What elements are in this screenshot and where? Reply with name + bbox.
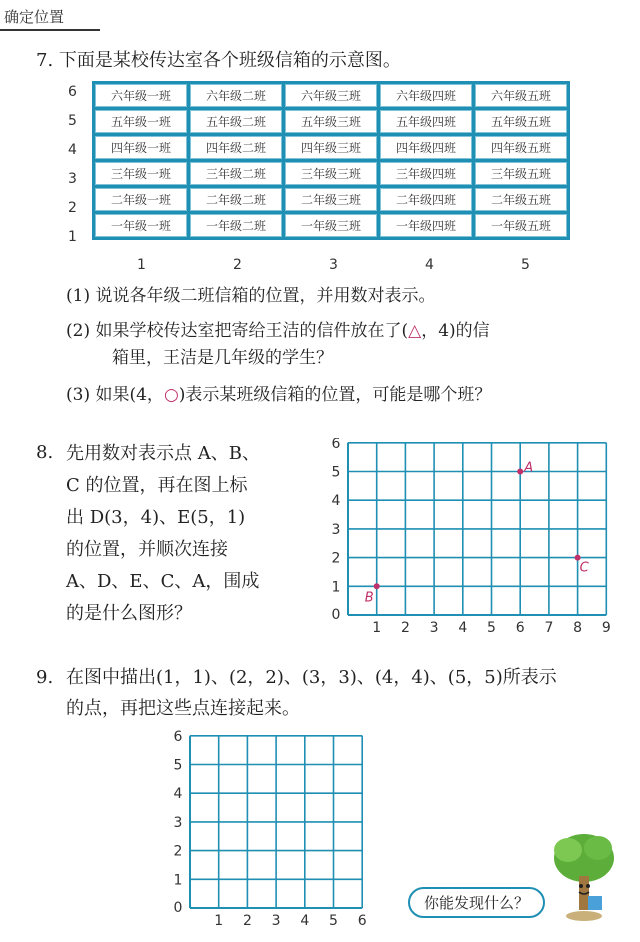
mailbox-row (95, 110, 567, 133)
mailbox-cell: 一年级四班 (380, 214, 472, 237)
y-tick-label: 2 (331, 550, 341, 567)
x-tick-label: 4 (300, 913, 310, 929)
x-tick-label: 0 (331, 607, 341, 623)
q9-line1: 在图中描出(1，1)、(2，2)、(3，3)、(4，4)、(5，5)所表示 (66, 667, 557, 688)
mailbox-cell: 六年级一班 (95, 84, 187, 107)
point-label: C (579, 560, 589, 576)
y-tick-label: 3 (331, 521, 341, 538)
mailbox-cell: 六年级四班 (380, 84, 472, 107)
row-label: 4 (68, 142, 77, 158)
y-tick-label: 6 (331, 438, 341, 452)
mailbox-cell: 二年级五班 (475, 188, 567, 211)
mailbox-cell: 一年级五班 (475, 214, 567, 237)
y-tick-label: 6 (173, 728, 183, 745)
x-tick-label: 8 (573, 620, 583, 636)
mailbox-cell: 二年级二班 (190, 188, 282, 211)
mailbox-row (95, 84, 567, 107)
mailbox-cell: 四年级二班 (190, 136, 282, 159)
x-tick-label: 5 (329, 913, 338, 929)
q7-sub2-text-a: (2) 如果学校传达室把寄给王洁的信件放在了( (66, 321, 409, 341)
q7-sub3-text-a: (3) 如果(4， (66, 385, 164, 405)
mailbox-cell: 五年级五班 (475, 110, 567, 133)
mailbox-cell: 四年级三班 (285, 136, 377, 159)
q7-prompt (36, 46, 401, 76)
row-label: 1 (68, 229, 77, 245)
x-tick-label: 1 (372, 620, 382, 636)
column-label: 5 (521, 257, 530, 273)
q8-text-line: 先用数对表示点 A、B、 (66, 443, 260, 464)
mailbox-cell: 三年级一班 (95, 162, 187, 185)
x-tick-label: 9 (601, 620, 611, 636)
q9-line2: 的点，再把这些点连接起来。 (66, 698, 300, 719)
q7-sub3 (66, 380, 491, 410)
q8-text-line: 的位置，并顺次连接 (66, 539, 228, 560)
x-tick-label: 4 (458, 620, 468, 636)
row-label: 6 (68, 84, 77, 100)
q8-coordinate-grid (320, 438, 620, 638)
y-tick-label: 1 (173, 872, 183, 889)
q7-text: 下面是某校传达室各个班级信箱的示意图。 (58, 50, 401, 71)
q8-text-line: A、D、E、C、A，围成 (66, 571, 260, 592)
x-tick-label: 3 (429, 620, 439, 636)
mailbox-cell: 二年级三班 (285, 188, 377, 211)
tree-mascot-icon (548, 828, 620, 928)
point-label: A (524, 460, 534, 476)
mailbox-cell: 六年级五班 (475, 84, 567, 107)
x-tick-label: 2 (400, 620, 410, 636)
mailbox-row (95, 214, 567, 237)
circle-symbol: ○ (163, 385, 179, 405)
row-label: 2 (68, 200, 77, 216)
x-tick-label: 1 (214, 913, 224, 929)
triangle-symbol: △ (408, 321, 422, 341)
point-a (517, 469, 523, 475)
q8-text-line: C 的位置，再在图上标 (66, 475, 248, 496)
mailbox-grid (92, 81, 570, 240)
mailbox-cell: 一年级一班 (95, 214, 187, 237)
mailbox-cell: 四年级五班 (475, 136, 567, 159)
mailbox-row (95, 162, 567, 185)
mailbox-cell: 五年级一班 (95, 110, 187, 133)
q8-text (66, 438, 260, 630)
y-tick-label: 4 (173, 786, 183, 803)
q7-sub2-line2: 箱里，王洁是几年级的学生？ (112, 348, 333, 368)
point-label: B (364, 590, 374, 606)
q9-coordinate-grid (168, 725, 378, 930)
q7-sub2-text-b: ，4)的信 (421, 321, 490, 341)
mailbox-cell: 一年级三班 (285, 214, 377, 237)
column-label: 3 (329, 257, 338, 273)
mailbox-cell: 五年级四班 (380, 110, 472, 133)
speech-bubble: 你能发现什么？ (408, 887, 545, 918)
page-header-title: 确定位置 (4, 8, 65, 26)
mailbox-cell: 六年级二班 (190, 84, 282, 107)
x-tick-label: 6 (515, 620, 525, 636)
mailbox-cell: 四年级一班 (95, 136, 187, 159)
y-tick-label: 5 (173, 757, 183, 774)
mailbox-cell: 五年级二班 (190, 110, 282, 133)
mailbox-cell: 六年级三班 (285, 84, 377, 107)
mailbox-cell: 一年级二班 (190, 214, 282, 237)
q8-text-line: 的是什么图形？ (66, 603, 192, 624)
q7-number: 7. (36, 50, 54, 71)
header-rule (0, 29, 100, 31)
x-tick-label: 5 (487, 620, 496, 636)
y-tick-label: 2 (173, 843, 183, 860)
x-tick-label: 3 (271, 913, 281, 929)
y-tick-label: 3 (173, 814, 183, 831)
mailbox-cell: 三年级二班 (190, 162, 282, 185)
column-label: 1 (137, 257, 146, 273)
mailbox-cell: 五年级三班 (285, 110, 377, 133)
x-tick-label: 2 (242, 913, 252, 929)
x-tick-label: 6 (357, 913, 367, 929)
row-label: 3 (68, 171, 77, 187)
y-tick-label: 5 (331, 464, 341, 481)
q8-number: 8. (36, 442, 54, 463)
row-label: 5 (68, 113, 77, 129)
q7-sub1: (1) 说说各年级二班信箱的位置，并用数对表示。 (66, 286, 436, 306)
mailbox-cell: 二年级一班 (95, 188, 187, 211)
x-tick-label: 0 (173, 900, 183, 916)
point-b (374, 583, 380, 589)
mailbox-row (95, 188, 567, 211)
mailbox-cell: 二年级四班 (380, 188, 472, 211)
mailbox-row (95, 136, 567, 159)
q7-sub3-text-b: )表示某班级信箱的位置，可能是哪个班？ (178, 385, 492, 405)
x-tick-label: 7 (544, 620, 554, 636)
column-label: 2 (233, 257, 242, 273)
mailbox-cell: 三年级三班 (285, 162, 377, 185)
q7-sub2-line1 (66, 316, 490, 346)
column-label: 4 (425, 257, 434, 273)
mailbox-cell: 三年级四班 (380, 162, 472, 185)
y-tick-label: 4 (331, 493, 341, 510)
q8-text-line: 出 D(3，4)、E(5，1) (66, 507, 246, 528)
mailbox-cell: 三年级五班 (475, 162, 567, 185)
y-tick-label: 1 (331, 579, 341, 596)
q9-number: 9. (36, 667, 54, 688)
mailbox-cell: 四年级四班 (380, 136, 472, 159)
